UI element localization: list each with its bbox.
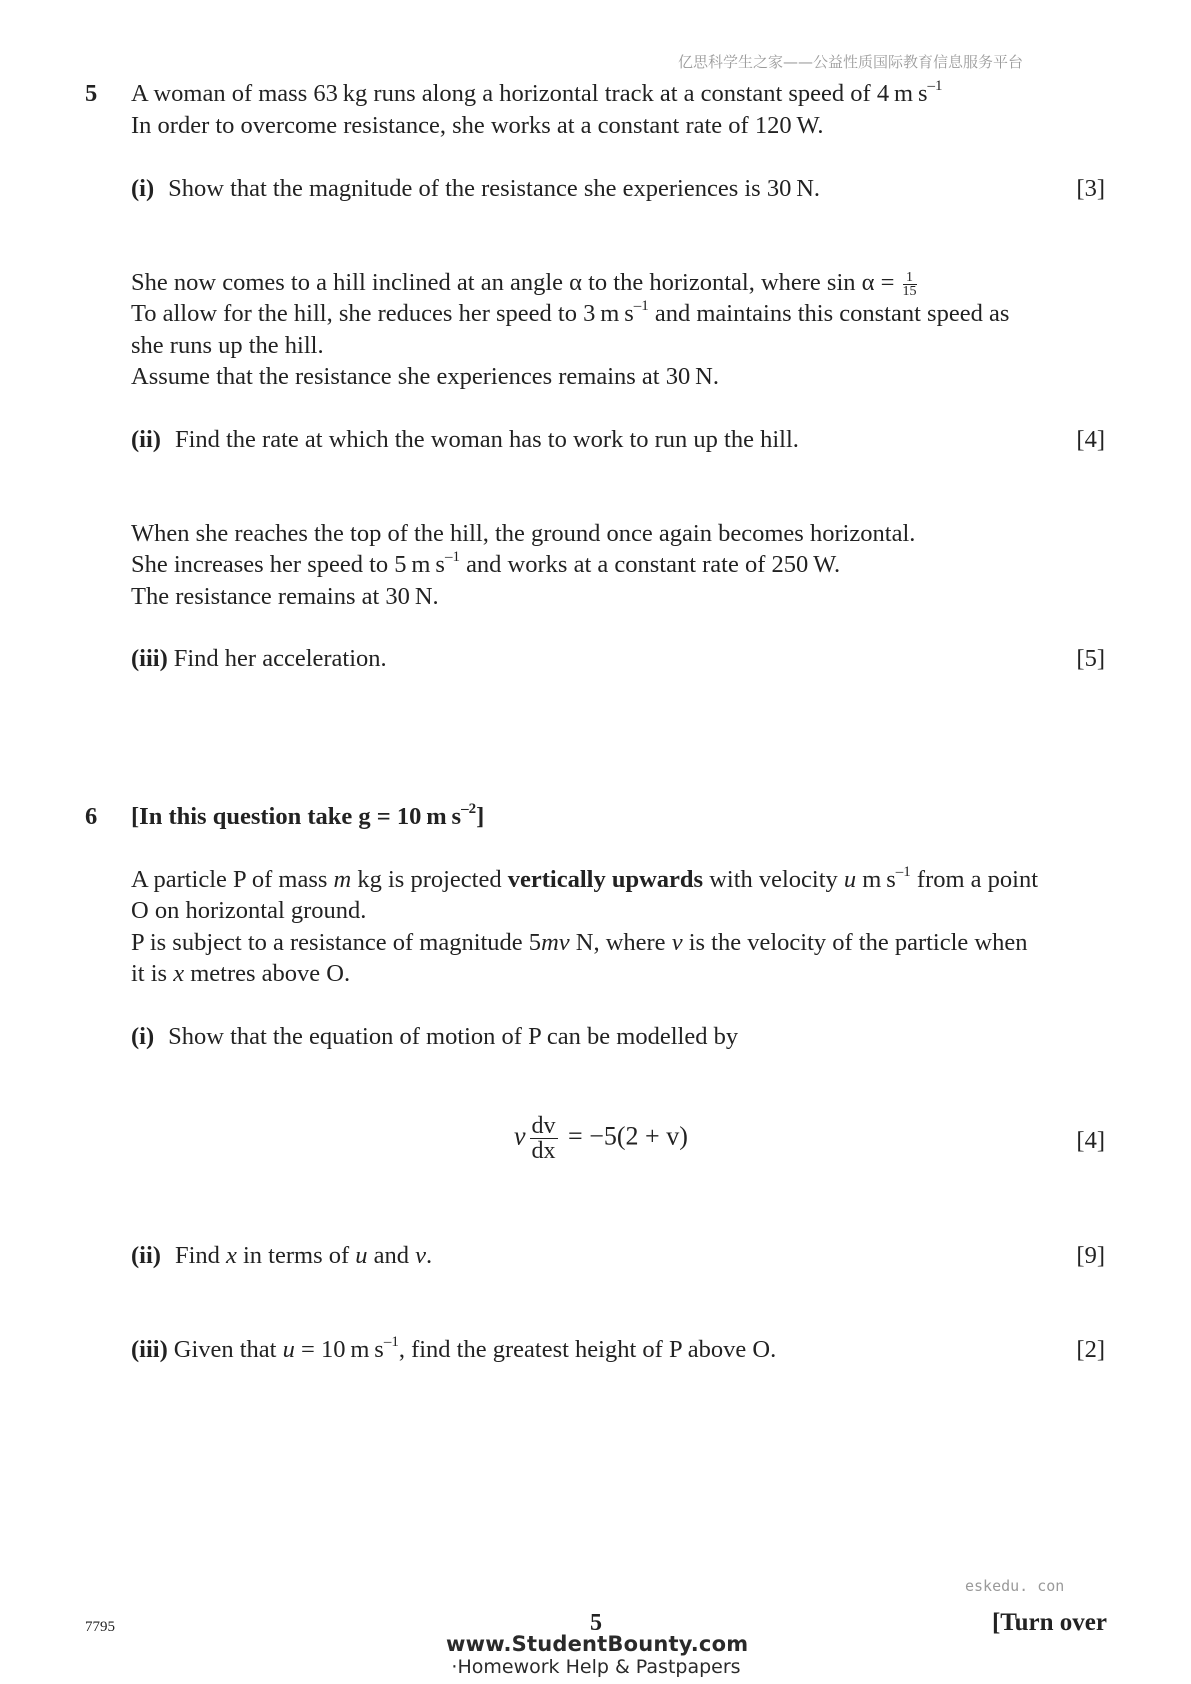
q5-part-iii: (iii) Find her acceleration. xyxy=(131,645,387,672)
q5-part-iii-mark: [5] xyxy=(1076,645,1105,672)
q6-part-iii: (iii) Given that u = 10 m $s^{-1}$, find the greatest height of P above O. xyxy=(131,1333,777,1363)
watermark-bottom: eskedu. con xyxy=(965,1577,1065,1595)
q5-part-i: (i) Show that the magnitude of the resistance she experiences is 30 N. xyxy=(131,175,821,202)
fraction: $\frac{1}{15}$ xyxy=(902,269,917,299)
q6-line-4: it is x metres above O. xyxy=(131,960,351,987)
q6-part-ii-mark: [9] xyxy=(1076,1242,1105,1269)
q5-part-i-mark: [3] xyxy=(1076,175,1105,202)
q5-top-line-1: When she reaches the top of the hill, the ground once again becomes horizontal. xyxy=(131,520,916,547)
q5-hill-line-4: Assume that the resistance she experiences remains at 30 N. xyxy=(131,363,719,390)
q5-part-ii-mark: [4] xyxy=(1076,426,1105,453)
question-5-number: 5 xyxy=(85,80,98,107)
logo-url: www.StudentBounty.com xyxy=(446,1632,749,1656)
part-label: (ii) xyxy=(131,426,161,453)
q5-hill-line-3: she runs up the hill. xyxy=(131,332,324,359)
q5-top-line-3: The resistance remains at 30 N. xyxy=(131,583,439,610)
q5-hill-line-2: To allow for the hill, she reduces her speed to 3 m $s^{-1}$ and maintains this constant speed as xyxy=(131,297,1010,327)
q5-top-line-2: She increases her speed to 5 m $s^{-1}$ and works at a constant rate of 250 W. xyxy=(131,548,841,578)
q5-intro-line-1: A woman of mass 63 kg runs along a horizontal track at a constant speed of 4 m $s^{-1}$ xyxy=(131,77,943,107)
page-number: 5 xyxy=(590,1610,602,1636)
equation-of-motion: v $\frac{dv}{dx}$ = −5(2 + v) xyxy=(514,1113,688,1164)
q6-part-i-mark: [4] xyxy=(1076,1127,1105,1154)
part-label: (iii) xyxy=(131,1336,168,1363)
part-label: (ii) xyxy=(131,1242,161,1269)
q5-hill-line-1: She now comes to a hill inclined at an angle α to the horizontal, where sin α = $\frac{1}{15}$ xyxy=(131,269,917,299)
paper-code: 7795 xyxy=(85,1619,115,1635)
q5-part-ii: (ii) Find the rate at which the woman has to work to run up the hill. xyxy=(131,426,799,453)
q6-part-iii-mark: [2] xyxy=(1076,1336,1105,1363)
question-6-number: 6 xyxy=(85,803,98,830)
part-label: (iii) xyxy=(131,645,168,672)
part-label: (i) xyxy=(131,1023,155,1050)
q5-intro-line-2: In order to overcome resistance, she works at a constant rate of 120 W. xyxy=(131,112,824,139)
q6-part-ii: (ii) Find x in terms of u and v. xyxy=(131,1242,433,1269)
q6-part-i: (i) Show that the equation of motion of P can be modelled by xyxy=(131,1023,739,1050)
turn-over-label: [Turn over xyxy=(991,1609,1107,1636)
logo-tagline: ·Homework Help & Pastpapers xyxy=(451,1656,741,1678)
q6-line-3: P is subject to a resistance of magnitude 5mv N, where v is the velocity of the particle when xyxy=(131,929,1028,956)
derivative-fraction: $\frac{dv}{dx}$ xyxy=(531,1113,556,1164)
q6-line-1: A particle P of mass m kg is projected vertically upwards with velocity u m $s^{-1}$ from a point xyxy=(131,863,1039,893)
watermark-top: 亿思科学生之家——公益性质国际教育信息服务平台 xyxy=(678,53,1024,71)
q6-heading: [In this question take g = 10 m $s^{-2}$] xyxy=(131,800,485,830)
part-label: (i) xyxy=(131,175,155,202)
q6-line-2: O on horizontal ground. xyxy=(131,897,367,924)
studentbounty-logo[interactable] xyxy=(446,1632,749,1678)
